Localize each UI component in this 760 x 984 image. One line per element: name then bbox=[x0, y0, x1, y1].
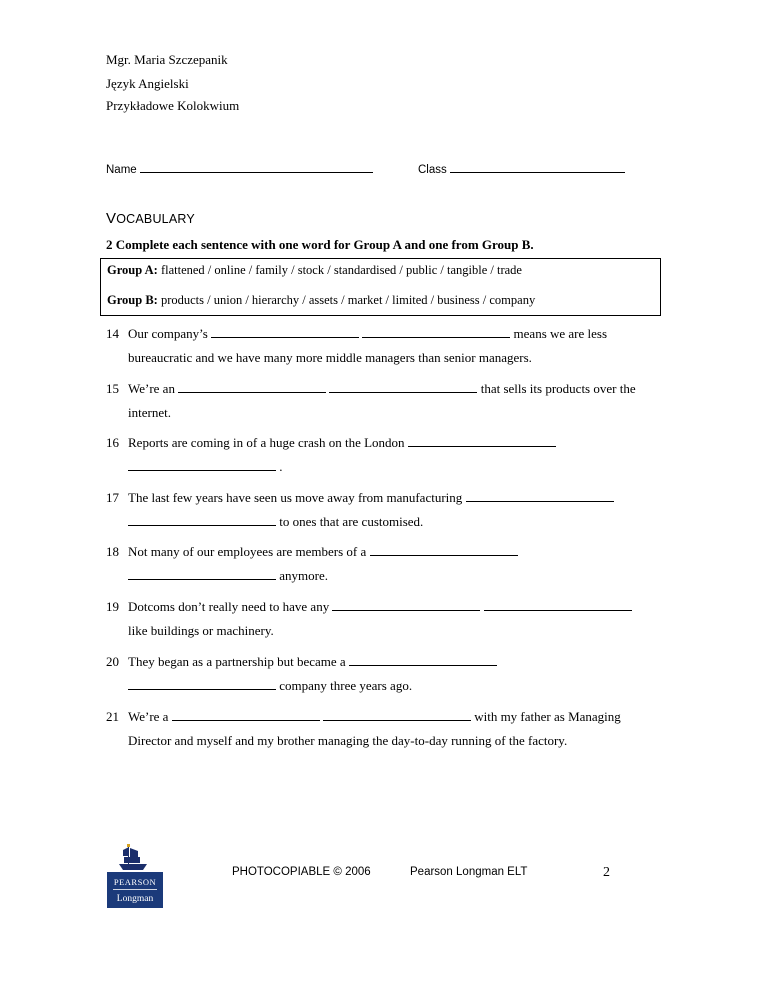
answer-blank[interactable] bbox=[332, 598, 480, 611]
name-blank[interactable] bbox=[140, 160, 373, 173]
answer-blank[interactable] bbox=[178, 380, 326, 393]
answer-blank[interactable] bbox=[408, 434, 556, 447]
answer-blank[interactable] bbox=[128, 567, 276, 580]
answer-blank[interactable] bbox=[370, 543, 518, 556]
answer-blank[interactable] bbox=[128, 458, 276, 471]
page-number: 2 bbox=[603, 865, 610, 880]
answer-blank[interactable] bbox=[466, 489, 614, 502]
document-title: Przykładowe Kolokwium bbox=[106, 98, 240, 113]
group-a-label: Group A: bbox=[107, 263, 158, 277]
section-title: VOCABULARY bbox=[106, 210, 195, 227]
answer-blank[interactable] bbox=[172, 708, 320, 721]
name-label: Name bbox=[106, 164, 137, 176]
copyright-notice: PHOTOCOPIABLE © 2006 bbox=[232, 866, 371, 878]
answer-blank[interactable] bbox=[362, 325, 510, 338]
class-label: Class bbox=[418, 164, 447, 176]
word-groups-box bbox=[100, 258, 661, 316]
answer-blank[interactable] bbox=[329, 380, 477, 393]
group-b-words: products / union / hierarchy / assets / market / limited / business / company bbox=[160, 293, 536, 307]
author-name: Mgr. Maria Szczepanik bbox=[106, 52, 228, 67]
exercise-instruction: 2 Complete each sentence with one word for Group A and one from Group B. bbox=[106, 237, 534, 252]
group-b-line bbox=[107, 293, 535, 308]
answer-blank[interactable] bbox=[349, 653, 497, 666]
ship-icon bbox=[119, 844, 147, 870]
answer-blank[interactable] bbox=[128, 513, 276, 526]
answer-blank[interactable] bbox=[484, 598, 632, 611]
pearson-longman-logo bbox=[107, 842, 163, 908]
subject-name: Język Angielski bbox=[106, 76, 189, 91]
class-blank[interactable] bbox=[450, 160, 625, 173]
logo-text-bottom: Longman bbox=[116, 894, 154, 904]
group-a-words: flattened / online / family / stock / standardised / public / tangible / trade bbox=[160, 263, 522, 277]
logo-text-top: PEARSON bbox=[113, 877, 157, 887]
publisher-name: Pearson Longman ELT bbox=[410, 866, 528, 878]
class-field-row bbox=[418, 160, 625, 176]
group-a-line bbox=[107, 263, 522, 278]
answer-blank[interactable] bbox=[128, 677, 276, 690]
answer-blank[interactable] bbox=[323, 708, 471, 721]
group-b-label: Group B: bbox=[107, 293, 158, 307]
name-field-row bbox=[106, 160, 373, 176]
answer-blank[interactable] bbox=[211, 325, 359, 338]
